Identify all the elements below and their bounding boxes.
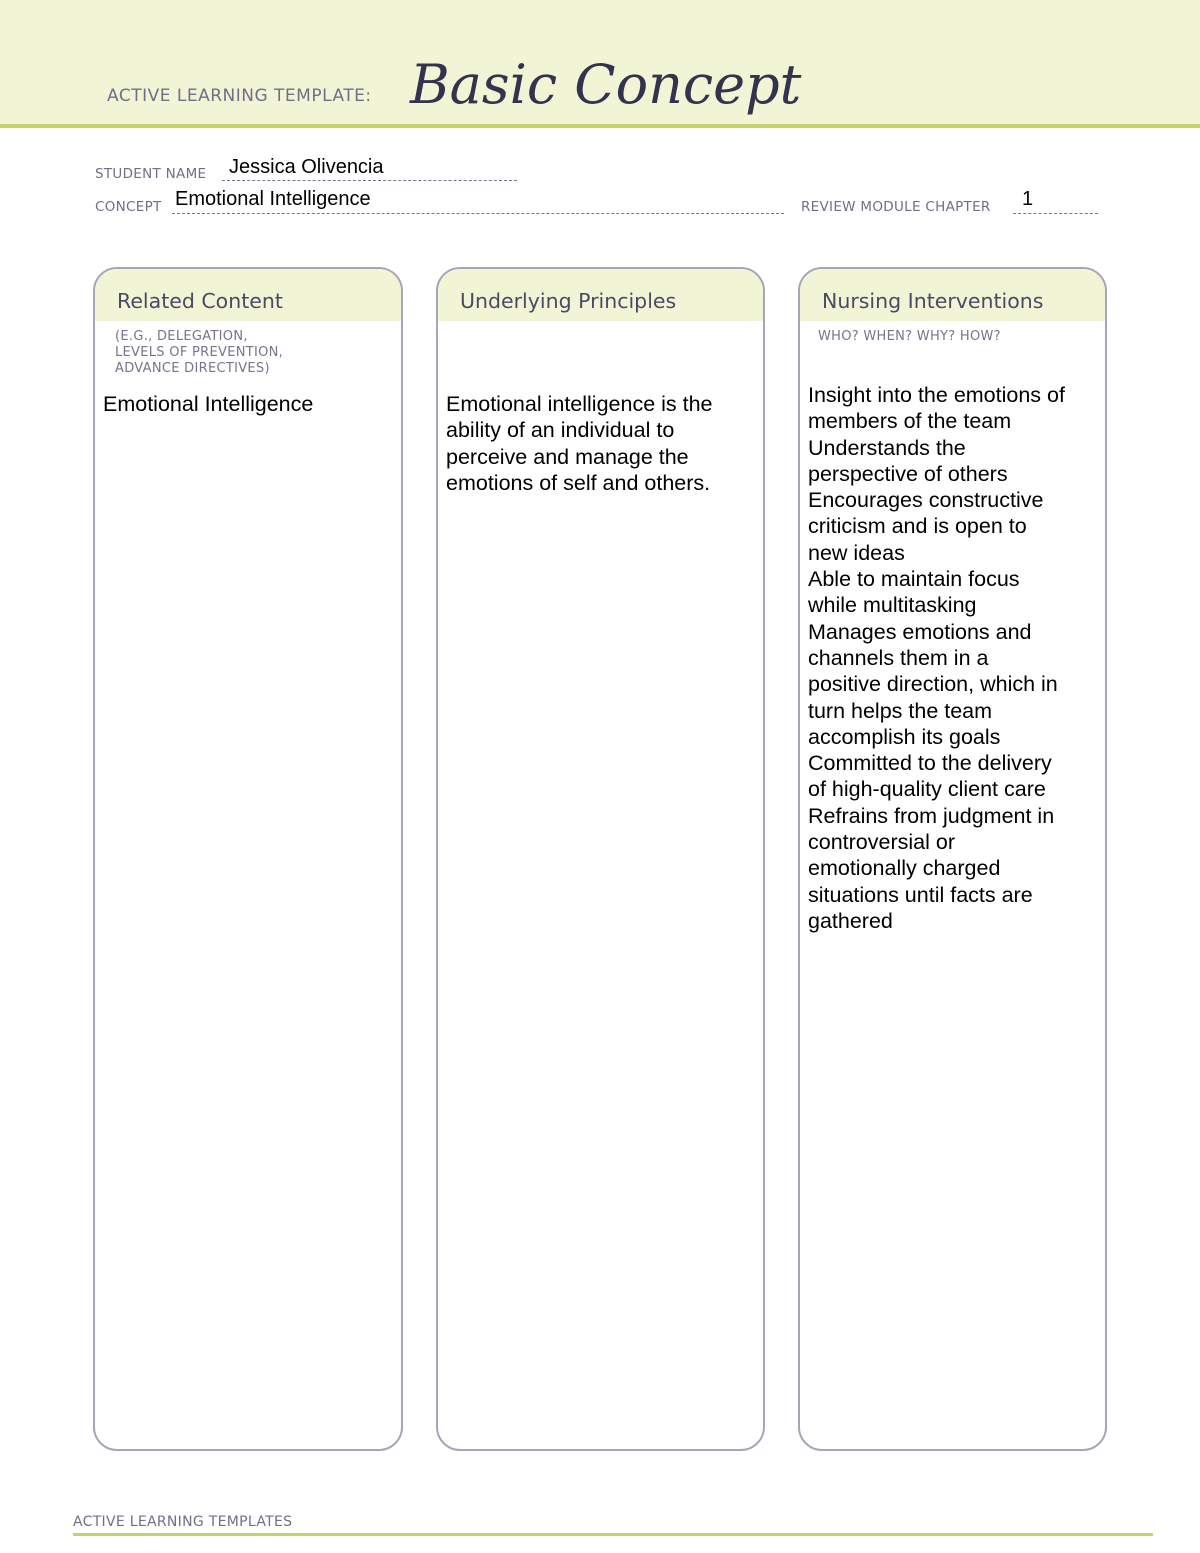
student-name-field[interactable]: Jessica Olivencia xyxy=(229,156,384,178)
nursing-interventions-heading: Nursing Interventions xyxy=(800,269,1105,321)
student-name-underline xyxy=(222,180,517,181)
header-divider xyxy=(0,124,1200,128)
footer-divider xyxy=(73,1533,1153,1536)
concept-field[interactable]: Emotional Intelligence xyxy=(175,188,371,210)
related-content-heading: Related Content xyxy=(95,269,401,321)
underlying-principles-column xyxy=(436,267,765,1451)
nursing-interventions-hint: WHO? WHEN? WHY? HOW? xyxy=(818,329,1001,344)
concept-underline xyxy=(172,213,784,214)
template-label: ACTIVE LEARNING TEMPLATE: xyxy=(107,86,372,106)
related-content-column xyxy=(93,267,403,1451)
underlying-principles-heading: Underlying Principles xyxy=(438,269,763,321)
related-content-text[interactable]: Emotional Intelligence xyxy=(103,392,314,416)
footer-label: ACTIVE LEARNING TEMPLATES xyxy=(73,1514,293,1530)
review-chapter-label: REVIEW MODULE CHAPTER xyxy=(801,199,991,215)
concept-label: CONCEPT xyxy=(95,199,162,215)
review-chapter-underline xyxy=(1013,213,1098,214)
related-content-hint: (E.G., DELEGATION, LEVELS OF PREVENTION, ADVANCE DIRECTIVES) xyxy=(115,329,284,376)
nursing-interventions-column xyxy=(798,267,1107,1451)
review-chapter-field[interactable]: 1 xyxy=(1022,188,1034,210)
nursing-interventions-text[interactable]: Insight into the emotions of members of the team Understands the perspective of others Encourages constructive criticism and is open to new ideas Able to maintain focus while multitasking Manages emotions and channels them in a positive direction, which in turn helps the team accomplish its goals Committed to the delivery of high-quality client care Refrains from judgment in controversial or emotionally charged situations until facts are gathered xyxy=(808,383,1065,933)
underlying-principles-text[interactable]: Emotional intelligence is the ability of an individual to perceive and manage the emotions of self and others. xyxy=(446,392,713,495)
page-title: Basic Concept xyxy=(410,53,802,116)
student-name-label: STUDENT NAME xyxy=(95,166,207,182)
